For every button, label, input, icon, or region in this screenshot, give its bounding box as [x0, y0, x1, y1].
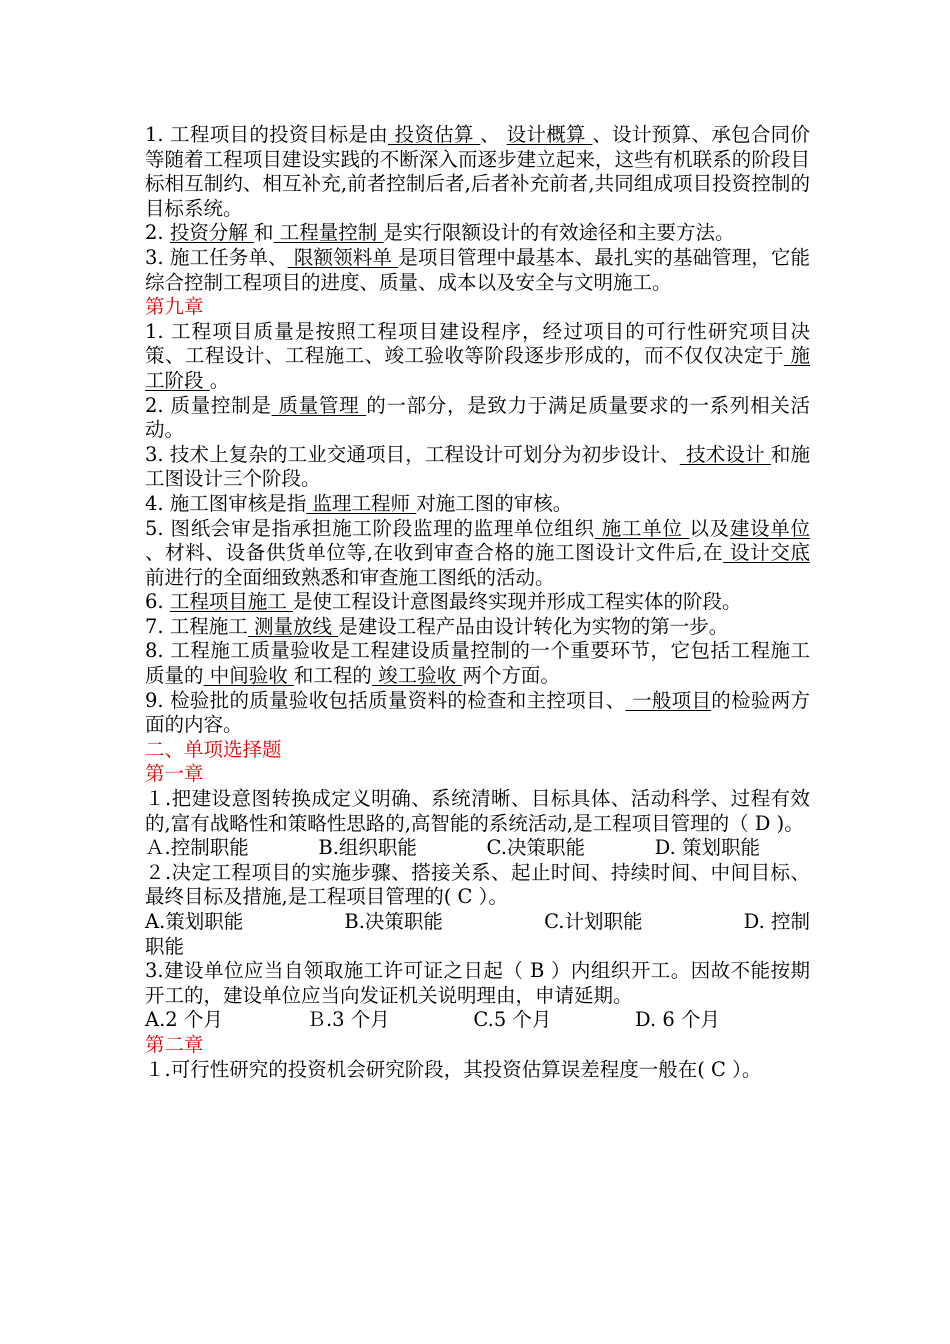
- blank-answer: 建设单位: [729, 516, 810, 540]
- blank-answer: 监理工程师: [306, 491, 417, 515]
- option-b: B.决策职能: [344, 910, 443, 933]
- ch9-q8: 8. 工程施工质量验收是工程建设质量控制的一个重要环节，它包括工程施工质量的 中间验收 和工程的 竣工验收 两个方面。: [145, 639, 810, 688]
- option-c: C.5 个月: [473, 1008, 552, 1032]
- document-page: [145, 123, 810, 1082]
- ch9-q4: 4. 施工图审核是指 监理工程师 对施工图的审核。: [145, 491, 573, 515]
- ch9-q6: 6. 工程项目施工 是使工程设计意图最终实现并形成工程实体的阶段。: [145, 590, 742, 614]
- ch9-q9: 9. 检验批的质量验收包括质量资料的检查和主控项目、 一般项目的检验两方面的内容。: [145, 688, 810, 737]
- s1-q2: 2. 投资分解 和 工程量控制 是实行限额设计的有效途径和主要方法。: [145, 221, 735, 245]
- s1-q3: 3. 施工任务单、 限额领料单 是项目管理中最基本、最扎实的基础管理，它能综合控制工程项目的进度、质量、成本以及安全与文明施工。: [145, 245, 810, 294]
- option-d: D. 策划职能: [654, 836, 760, 860]
- blank-answer: 投资估算: [388, 123, 481, 146]
- ch9-q5: 5. 图纸会审是指承担施工阶段监理的监理单位组织 施工单位 以及建设单位 、材料、设备供货单位等,在收到审查合格的施工图设计文件后,在 设计交底 前进行的全面细致熟悉和审查施工图纸的活动。: [145, 516, 810, 589]
- blank-answer: 质量管理: [271, 393, 367, 417]
- blank-answer: 工程量控制: [273, 221, 384, 245]
- mc-q2-options-tail: 职能: [145, 934, 185, 958]
- option-b: B.组织职能: [318, 836, 417, 860]
- ch9-q1: 1. 工程项目质量是按照工程项目建设程序，经过项目的可行性研究项目决策、工程设计、工程施工、竣工验收等阶段逐步形成的，而不仅仅决定于 施工阶段 。: [145, 319, 810, 392]
- mc-q2-options: [145, 910, 810, 935]
- mc-q3: 3.建设单位应当自领取施工许可证之日起（ B ）内组织开工。因故不能按期开工的，建设单位应当向发证机关说明理由，申请延期。: [145, 959, 810, 1007]
- blank-answer: 投资分解: [169, 221, 255, 245]
- blank-answer: 竣工验收: [371, 664, 463, 688]
- blank-answer: 技术设计: [679, 442, 771, 466]
- chapter-1-heading: 第一章: [145, 762, 204, 786]
- chapter-9-heading: 第九章: [145, 295, 204, 319]
- blank-answer: 施工阶段: [145, 344, 810, 392]
- mc-q3-options: [145, 1008, 810, 1033]
- blank-answer: 中间验收: [203, 664, 294, 688]
- blank-answer: 测量放线: [247, 614, 339, 638]
- option-d: D. 6 个月: [635, 1008, 720, 1032]
- option-c: C.决策职能: [486, 836, 585, 860]
- s1-q1: 1. 工程项目的投资目标是由 投资估算 、 设计概算 、设计预算、承包合同价等随着工程项目建设实践的不断深入而逐步建立起来，这些有机联系的阶段目标相互制约、相互补充,前者控制后者,后者补充前者,共同组成项目投资控制的目标系统。: [145, 123, 810, 220]
- mc-q1: １.把建设意图转换成定义明确、系统清晰、目标具体、活动科学、过程有效的,富有战略性和策略性思路的,高智能的系统活动,是工程项目管理的（ D )。: [145, 787, 810, 835]
- option-c: C.计划职能: [544, 910, 643, 933]
- ch9-q3: 3. 技术上复杂的工业交通项目，工程设计可划分为初步设计、 技术设计 和施工图设计三个阶段。: [145, 442, 810, 491]
- mc-q1-options: [145, 836, 810, 861]
- blank-answer: 工程项目施工: [169, 590, 294, 614]
- option-a: A.2 个月: [145, 1008, 223, 1032]
- blank-answer: 施工单位: [594, 516, 690, 540]
- option-a: A.策划职能: [145, 910, 244, 933]
- blank-answer: 限额领料单: [287, 245, 399, 269]
- blank-answer: 一般项目: [625, 688, 712, 712]
- mc-q2: ２.决定工程项目的实施步骤、搭接关系、起止时间、持续时间、中间目标、最终目标及措施,是工程项目管理的( C ）。: [145, 860, 810, 909]
- mc-q4: １.可行性研究的投资机会研究阶段，其投资估算误差程度一般在( C ）。: [145, 1057, 762, 1081]
- section-2-heading: 二、单项选择题: [145, 737, 282, 761]
- option-d: D. 控制: [743, 910, 810, 933]
- blank-answer: 设计交底: [723, 541, 810, 565]
- option-b: Ｂ.3 个月: [306, 1008, 390, 1032]
- ch9-q7: 7. 工程施工 测量放线 是建设工程产品由设计转化为实物的第一步。: [145, 614, 729, 638]
- option-a: Ａ.控制职能: [145, 836, 249, 860]
- chapter-2-heading: 第二章: [145, 1032, 204, 1056]
- blank-answer: 设计概算: [506, 123, 593, 146]
- ch9-q2: 2. 质量控制是 质量管理 的一部分，是致力于满足质量要求的一系列相关活动。: [145, 393, 810, 442]
